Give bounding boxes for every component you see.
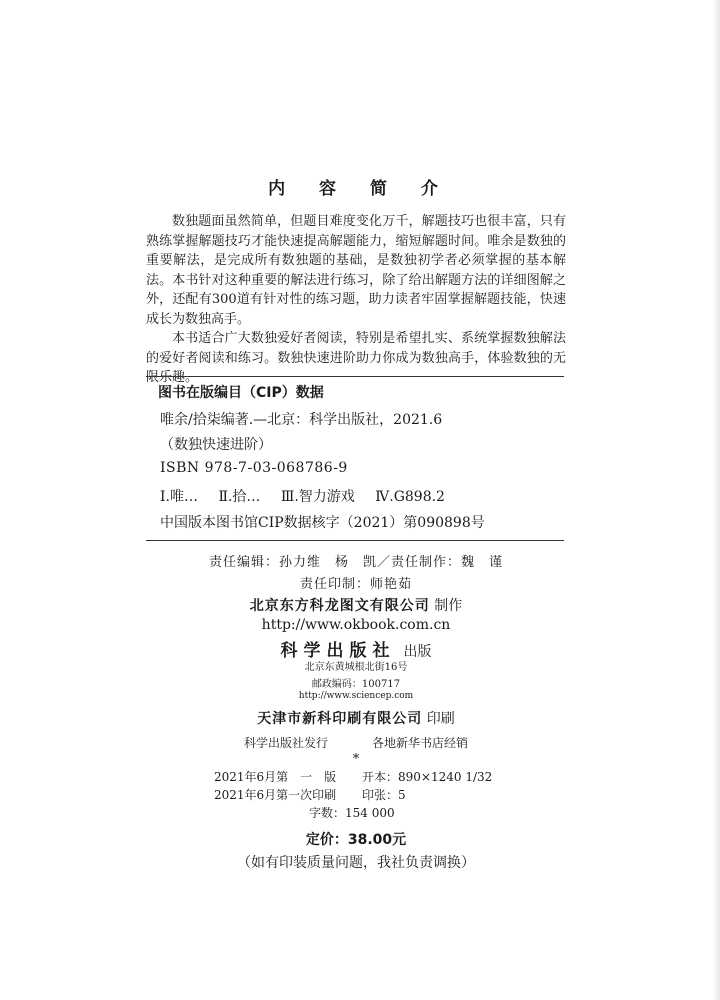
intro-text — [146, 212, 566, 388]
intro-paragraph-1: 数独题面虽然简单，但题目难度变化万千，解题技巧也很丰富，只有熟练掌握解题技巧才能快速提高解题能力，缩短解题时间。唯余是数独的重要解法，是完成所有数独题的基础，是数独初学者必须掌握的基本解法。本书针对这种重要的解法进行练习，除了给出解题方法的详细图解之外，还配有300道有针对性的练习题，助力读者牢固掌握解题技能，快速成长为数独高手。 — [146, 214, 566, 327]
responsible-editors: 责任编辑：孙力维 杨 凯／责任制作：魏 谨 — [208, 555, 503, 570]
publisher-url: http://www.sciencep.com — [298, 691, 414, 701]
separator-star: * — [352, 752, 360, 767]
cip-author-line: 唯余/拾柒编著.—北京：科学出版社，2021.6 — [160, 412, 443, 428]
sheets: 印张：5 — [362, 788, 406, 802]
replacement-note: （如有印装质量问题，我社负责调换） — [237, 855, 475, 871]
classification-1: Ⅰ.唯… — [160, 489, 198, 505]
word-count: 字数：154 000 — [309, 806, 395, 820]
divider-top — [146, 376, 564, 377]
cip-classifications — [160, 486, 461, 506]
cip-title: 图书在版编目（CIP）数据 — [158, 385, 324, 401]
section-title: 内 容 简 介 — [268, 179, 452, 199]
cip-number: 中国版本图书馆CIP数据核字（2021）第090898号 — [160, 515, 485, 531]
producer-url: http://www.okbook.com.cn — [261, 617, 451, 633]
printer-name: 天津市新科印刷有限公司 — [257, 711, 423, 727]
publisher-suffix: 出版 — [403, 644, 432, 660]
page-edge-shadow — [712, 0, 720, 1000]
spec-line-1 — [214, 768, 492, 785]
publisher-address: 北京东黄城根北街16号 — [304, 662, 408, 673]
printer-line — [146, 708, 566, 728]
edition: 2021年6月第 一 版 — [214, 770, 337, 784]
issuer: 科学出版社发行 — [243, 736, 328, 750]
publisher-name: 科学出版社 — [280, 641, 396, 661]
classification-2: Ⅱ.拾… — [218, 489, 261, 505]
cip-isbn: ISBN 978-7-03-068786-9 — [160, 460, 348, 476]
publisher-postcode: 邮政编码：100717 — [311, 679, 401, 690]
producer-name: 北京东方科龙图文有限公司 — [249, 598, 430, 614]
producer-line — [146, 595, 566, 615]
print-editor: 责任印制：师艳茹 — [299, 577, 412, 592]
price: 定价：38.00元 — [305, 832, 407, 848]
cip-series: （数独快速进阶） — [160, 437, 272, 453]
distribution-line — [146, 734, 566, 751]
distributor: 各地新华书店经销 — [372, 736, 469, 750]
printing: 2021年6月第一次印刷 — [214, 788, 337, 802]
classification-3: Ⅲ.智力游戏 — [280, 489, 355, 505]
classification-4: Ⅳ.G898.2 — [375, 489, 445, 505]
printer-suffix: 印刷 — [426, 711, 455, 727]
format: 开本：890×1240 1/32 — [362, 770, 493, 784]
spec-line-2 — [214, 786, 406, 803]
intro-paragraph-2: 本书适合广大数独爱好者阅读，特别是希望扎实、系统掌握数独解法的爱好者阅读和练习。数独快速进阶助力你成为数独高手，体验数独的无限乐趣。 — [146, 331, 566, 385]
divider-bottom — [146, 540, 564, 541]
producer-suffix: 制作 — [434, 598, 463, 614]
